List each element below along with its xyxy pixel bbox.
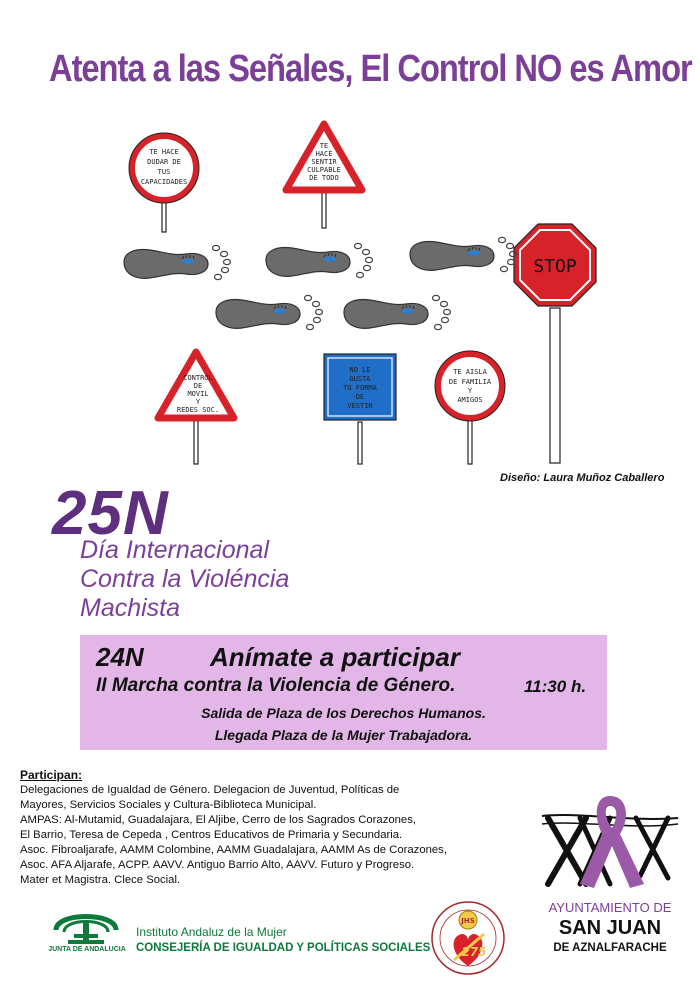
junta-andalucia-logo-icon bbox=[50, 904, 122, 946]
sign-text-4: CAPACIDADES bbox=[140, 178, 188, 186]
sign-text-1: NO LE bbox=[349, 366, 371, 374]
march-time: 11:30 h. bbox=[524, 677, 587, 696]
date-25n: 25N bbox=[52, 479, 169, 548]
ayuntamiento-line-1: AYUNTAMIENTO DE bbox=[548, 900, 672, 915]
sign-text-3: SENTIR bbox=[311, 158, 337, 166]
sign-text-3: TU FORMA bbox=[343, 384, 377, 392]
sign-text-1: TE HACE bbox=[149, 148, 179, 156]
ribbon-logo-icon bbox=[540, 788, 680, 896]
participants-line: Asoc. AFA Aljarafe, ACPP. AAVV. Antiguo Barrio Alto, AAVV. Futuro y Progreso. bbox=[20, 859, 415, 871]
consejeria-text: CONSEJERÍA DE IGUALDAD Y POLÍTICAS SOCIALES bbox=[136, 942, 431, 954]
poster-headline: Atenta a las Señales, El Control NO es Amor bbox=[49, 48, 692, 90]
sign-clothing bbox=[324, 354, 396, 464]
footprint-2 bbox=[266, 243, 373, 277]
stop-text: STOP bbox=[533, 256, 577, 277]
sign-text-3: TUS bbox=[157, 168, 171, 176]
ayuntamiento-line-2: SAN JUAN bbox=[558, 917, 662, 939]
sign-text-2: DE FAMILIA bbox=[448, 378, 492, 386]
subtitle-line-3: Machista bbox=[80, 594, 181, 622]
march-start: Salida de Plaza de los Derechos Humanos. bbox=[201, 705, 486, 721]
march-title: II Marcha contra la Violencia de Género. bbox=[96, 675, 456, 696]
sign-text-2: DE bbox=[193, 382, 203, 390]
sign-text-5: VESTIR bbox=[347, 402, 373, 410]
sign-text-1: CONTROL bbox=[183, 374, 213, 382]
sign-text-2: DUDAR DE bbox=[147, 158, 181, 166]
sign-text-4: Y bbox=[195, 398, 201, 406]
participants-line: AMPAS: Al-Mutamid, Guadalajara, El Aljibe, Cerro de los Sagrados Corazones, bbox=[20, 814, 416, 826]
sign-isolation bbox=[435, 351, 505, 464]
event-slogan: Anímate a participar bbox=[210, 642, 460, 672]
footprint-4 bbox=[216, 295, 323, 329]
event-date: 24N bbox=[96, 642, 144, 672]
seal-number: 275 bbox=[461, 945, 487, 959]
parish-seal-icon bbox=[430, 900, 506, 976]
sign-phone-control bbox=[158, 352, 234, 464]
junta-andalucia-text: JUNTA DE ANDALUCIA bbox=[48, 946, 126, 953]
footprint-5 bbox=[344, 295, 451, 329]
sign-text-4: DE bbox=[355, 393, 365, 401]
march-end: Llegada Plaza de la Mujer Trabajadora. bbox=[214, 727, 473, 743]
subtitle-line-2: Contra la Violéncia bbox=[80, 565, 290, 593]
sign-text-1: TE bbox=[319, 142, 329, 150]
sign-doubt-capacities bbox=[129, 133, 199, 232]
sign-text-5: REDES SOC. bbox=[176, 406, 220, 414]
participants-line: Delegaciones de Igualdad de Género. Delegacion de Juventud, Políticas de bbox=[20, 784, 400, 796]
footprint-3 bbox=[410, 237, 517, 271]
sign-text-4: CULPABLE bbox=[307, 166, 341, 174]
participants-line: Mater et Magistra. Clece Social. bbox=[20, 874, 181, 886]
sign-text-2: GUSTA bbox=[349, 375, 371, 383]
sign-text-5: DE TODO bbox=[309, 174, 339, 182]
sign-stop bbox=[514, 224, 596, 463]
design-credit: Diseño: Laura Muñoz Caballero bbox=[500, 472, 665, 484]
participants-line: Mayores, Servicios Sociales y Cultura-Biblioteca Municipal. bbox=[20, 799, 317, 811]
sign-text-3: Y bbox=[467, 387, 473, 395]
participants-line: Asoc. Fibroaljarafe, AAMM Colombine, AAMM Guadalajara, AAMM As de Corazones, bbox=[20, 844, 447, 856]
sign-text-1: TE AISLA bbox=[453, 368, 487, 376]
participants-line: El Barrio, Teresa de Cepeda , Centros Educativos de Primaria y Secundaria. bbox=[20, 829, 403, 841]
sign-text-3: MOVIL bbox=[187, 390, 209, 398]
ayuntamiento-line-3: DE AZNALFARACHE bbox=[553, 942, 667, 954]
sign-text-2: HACE bbox=[315, 150, 333, 158]
subtitle-line-1: Día Internacional bbox=[80, 536, 270, 564]
participants-title: Participan: bbox=[20, 768, 83, 782]
sign-text-4: AMIGOS bbox=[457, 396, 483, 404]
instituto-mujer-text: Instituto Andaluz de la Mujer bbox=[136, 925, 287, 939]
traffic-signs-illustration bbox=[110, 118, 600, 470]
sign-guilt bbox=[286, 124, 362, 228]
seal-top-text: JHS bbox=[461, 917, 475, 925]
footprint-1 bbox=[124, 245, 231, 279]
